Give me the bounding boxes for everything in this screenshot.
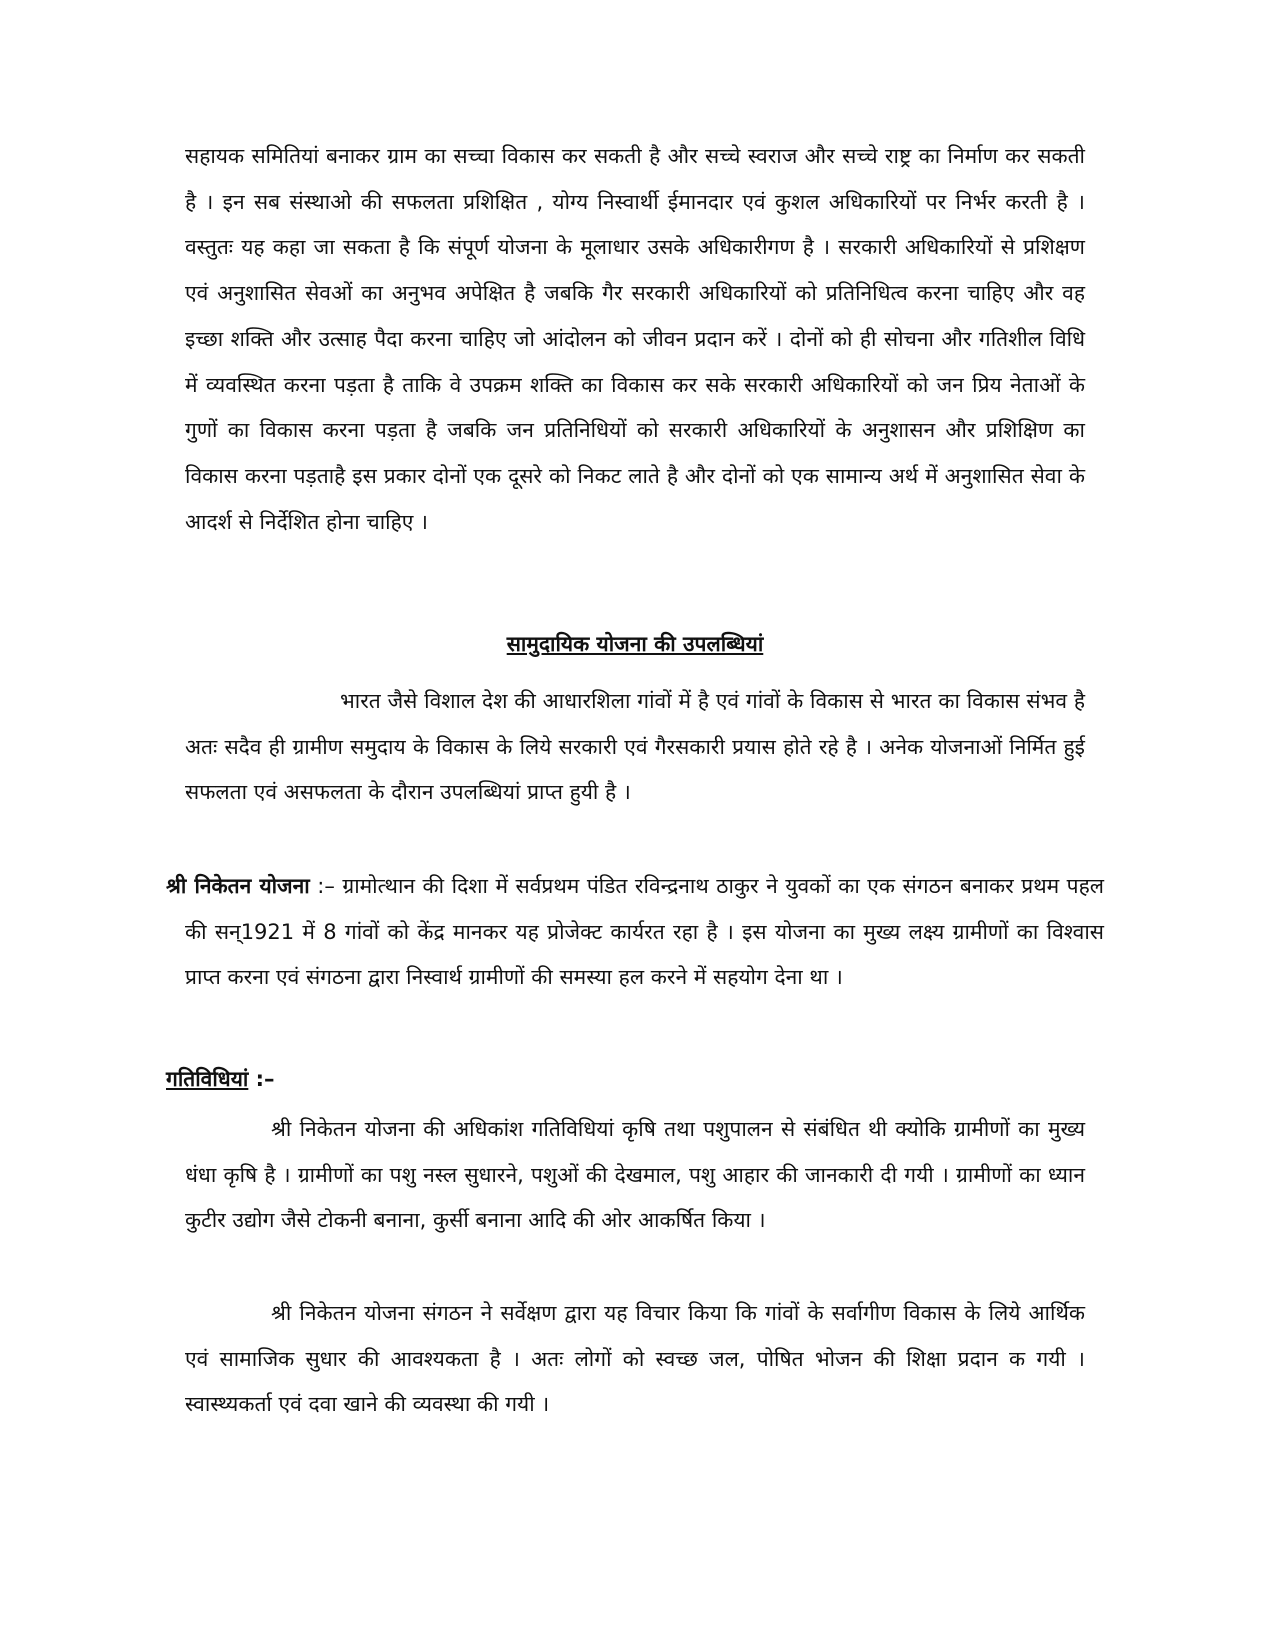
shri-niketan-separator: :–: [309, 874, 343, 898]
activities-separator: :–: [248, 1067, 275, 1091]
shri-niketan-text: ग्रामोत्थान की दिशा में सर्वप्रथम पंडित रविन्द्रनाथ ठाकुर ने युवकों का एक संगठन बनाकर प्रथम पहल की सन्1921 में 8 गांवों को केंद्र मानकर यह प्रोजेक्ट कार्यरत रहा है । इस योजना का मुख्य लक्ष्य ग्रामीणों का विश्वास प्राप्त करना एवं संगठना द्वारा निस्वार्थ ग्रामीणों की समस्या हल करने में सहयोग देना था ।: [185, 874, 1104, 990]
paragraph-survey-development: श्री निकेतन योजना संगठन ने सर्वेक्षण द्वारा यह विचार किया कि गांवों के सर्वागीण विकास के लिये आर्थिक एवं सामाजिक सुधार की आवश्यकता है । अतः लोगों को स्वच्छ जल, पोषित भोजन की शिक्षा प्रदान क गयी । स्वास्थ्यकर्ता एवं दवा खाने की व्यवस्था की गयी ।: [185, 1301, 1085, 1417]
paragraph-shri-niketan-plan: [166, 864, 1104, 1001]
paragraph-intro-continuation: सहायक समितियां बनाकर ग्राम का सच्चा विकास कर सकती है और सच्चे स्वराज और सच्चे राष्ट्र का निर्माण कर सकती है । इन सब संस्थाओ की सफलता प्रशिक्षित , योग्य निस्वार्थी ईमानदार एवं कुशल अधिकारियों पर निर्भर करती है । वस्तुतः यह कहा जा सकता है कि संपूर्ण योजना के मूलाधार उसके अधिकारीगण है । सरकारी अधिकारियों से प्रशिक्षण एवं अनुशासित सेवओं का अनुभव अपेक्षित है जबकि गैर सरकारी अधिकारियों को प्रतिनिधित्व करना चाहिए और वह इच्छा शक्ति और उत्साह पैदा करना चाहिए जो आंदोलन को जीवन प्रदान करें । दोनों को ही सोचना और गतिशील विधि में व्यवस्थित करना पड़ता है ताकि वे उपक्रम शक्ति का विकास कर सके सरकारी अधिकारियों को जन प्रिय नेताओं के गुणों का विकास करना पड़ता है जबकि जन प्रतिनिधियों को सरकारी अधिकारियों के अनुशासन और प्रशिक्षिण का विकास करना पड़ताहै इस प्रकार दोनों एक दूसरे को निकट लाते है और दोनों को एक सामान्य अर्थ में अनुशासित सेवा के आदर्श से निर्देशित होना चाहिए ।: [185, 144, 1085, 534]
shri-niketan-label: श्री निकेतन योजना: [166, 874, 310, 898]
activities-label: गतिविधियां: [166, 1067, 249, 1091]
heading-community-plan-achievements: सामुदायिक योजना की उपलब्धियां: [506, 632, 764, 656]
paragraph-activities-agriculture: श्री निकेतन योजना की अधिकांश गतिविधियां कृषि तथा पशुपालन से संबंधित थी क्योकि ग्रामीणों का मुख्य धंधा कृषि है । ग्रामीणों का पशु नस्ल सुधारने, पशुओं की देखमाल, पशु आहार की जानकारी दी गयी । ग्रामीणों का ध्यान कुटीर उद्योग जैसे टोकनी बनाना, कुर्सी बनाना आदि की ओर आकर्षित किया ।: [185, 1117, 1085, 1233]
heading-activities: [166, 1065, 275, 1093]
paragraph-india-villages: भारत जैसे विशाल देश की आधारशिला गांवों में है एवं गांवों के विकास से भारत का विकास संभव है अतः सदैव ही ग्रामीण समुदाय के विकास के लिये सरकारी एवं गैरसकारी प्रयास होते रहे है । अनेक योजनाओं निर्मित हुई सफलता एवं असफलता के दौरान उपलब्धियां प्राप्त हुयी है ।: [185, 689, 1085, 805]
